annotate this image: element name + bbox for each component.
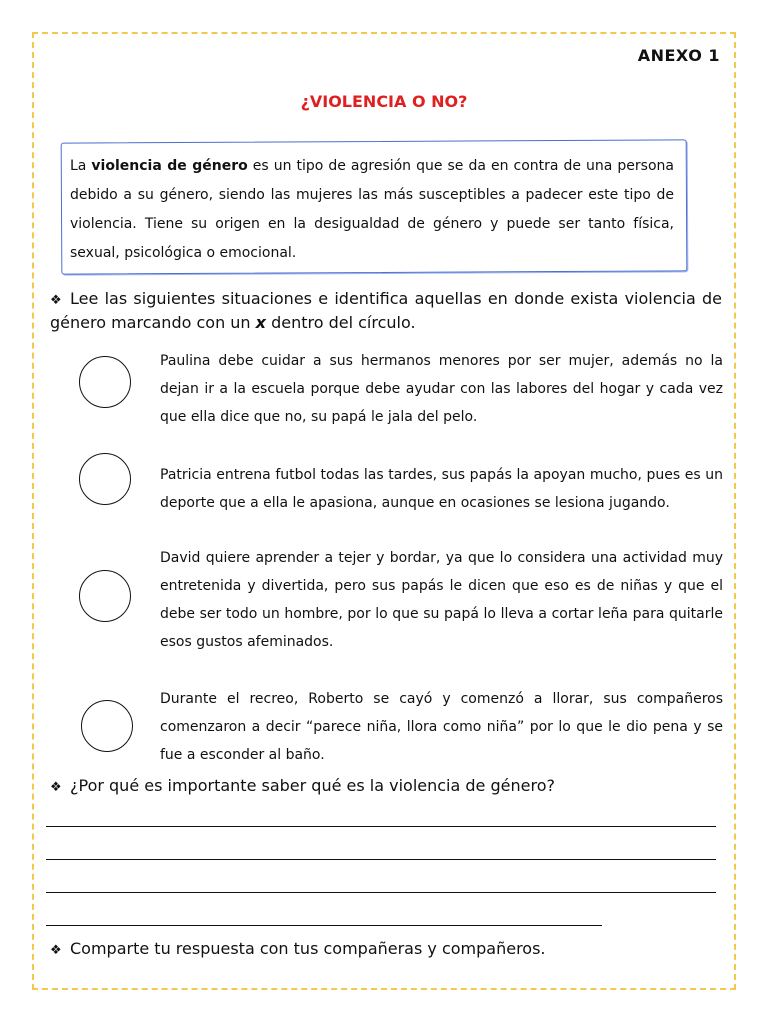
closing-text: Comparte tu respuesta con tus compañeras y compañeros. (70, 939, 546, 958)
situation-4: Durante el recreo, Roberto se cayó y comenzó a llorar, sus compañeros comenzaron a decir “parece niña, llora como niña” por lo que le dio pena y se fue a esconder al baño. (160, 691, 723, 763)
question-text: ¿Por qué es importante saber qué es la violencia de género? (70, 776, 555, 795)
diamond-bullet-icon: ❖ (50, 943, 62, 958)
diamond-bullet-icon: ❖ (50, 780, 62, 795)
answer-line-1[interactable] (46, 826, 716, 827)
page-title: ¿VIOLENCIA O NO? (300, 92, 468, 111)
definition-term: violencia de género (91, 158, 248, 174)
answer-line-3[interactable] (46, 892, 716, 893)
question (50, 775, 722, 799)
answer-circle-1[interactable] (79, 356, 131, 408)
instruction-text-before: Lee las siguientes situaciones e identifica aquellas en donde exista violencia de género marcando con un (50, 289, 722, 332)
instruction-text-after: dentro del círculo. (265, 313, 416, 332)
situation-3: David quiere aprender a tejer y bordar, ya que lo considera una actividad muy entretenida y divertida, pero sus papás le dicen que eso es de niñas y que el debe ser todo un hombre, por lo que su papá lo lleva a cortar leña para quitarle esos gustos afeminados. (160, 550, 723, 650)
answer-circle-4[interactable] (81, 700, 133, 752)
diamond-bullet-icon: ❖ (50, 293, 62, 308)
answer-line-2[interactable] (46, 859, 716, 860)
annex-label: ANEXO 1 (637, 46, 720, 65)
situation-1: Paulina debe cuidar a sus hermanos menores por ser mujer, además no la dejan ir a la escuela porque debe ayudar con las labores del hogar y cada vez que ella dice que no, su papá le jala del pelo. (160, 353, 723, 425)
definition-body: es un tipo de agresión que se da en contra de una persona debido a su género, siendo las mujeres las más susceptibles a padecer este tipo de violencia. Tiene su origen en la desigualdad de género y puede ser tanto física, sexual, psicológica o emocional. (70, 158, 674, 261)
closing (50, 938, 722, 962)
answer-line-4[interactable] (46, 925, 602, 926)
instruction-mark: x (255, 313, 266, 332)
answer-circle-3[interactable] (79, 570, 131, 622)
situation-2: Patricia entrena futbol todas las tardes, sus papás la apoyan mucho, pues es un deporte que a ella le apasiona, aunque en ocasiones se lesiona jugando. (160, 467, 723, 511)
instruction (50, 288, 722, 334)
definition-text (70, 152, 674, 268)
answer-circle-2[interactable] (79, 453, 131, 505)
definition-prefix: La (70, 158, 92, 174)
